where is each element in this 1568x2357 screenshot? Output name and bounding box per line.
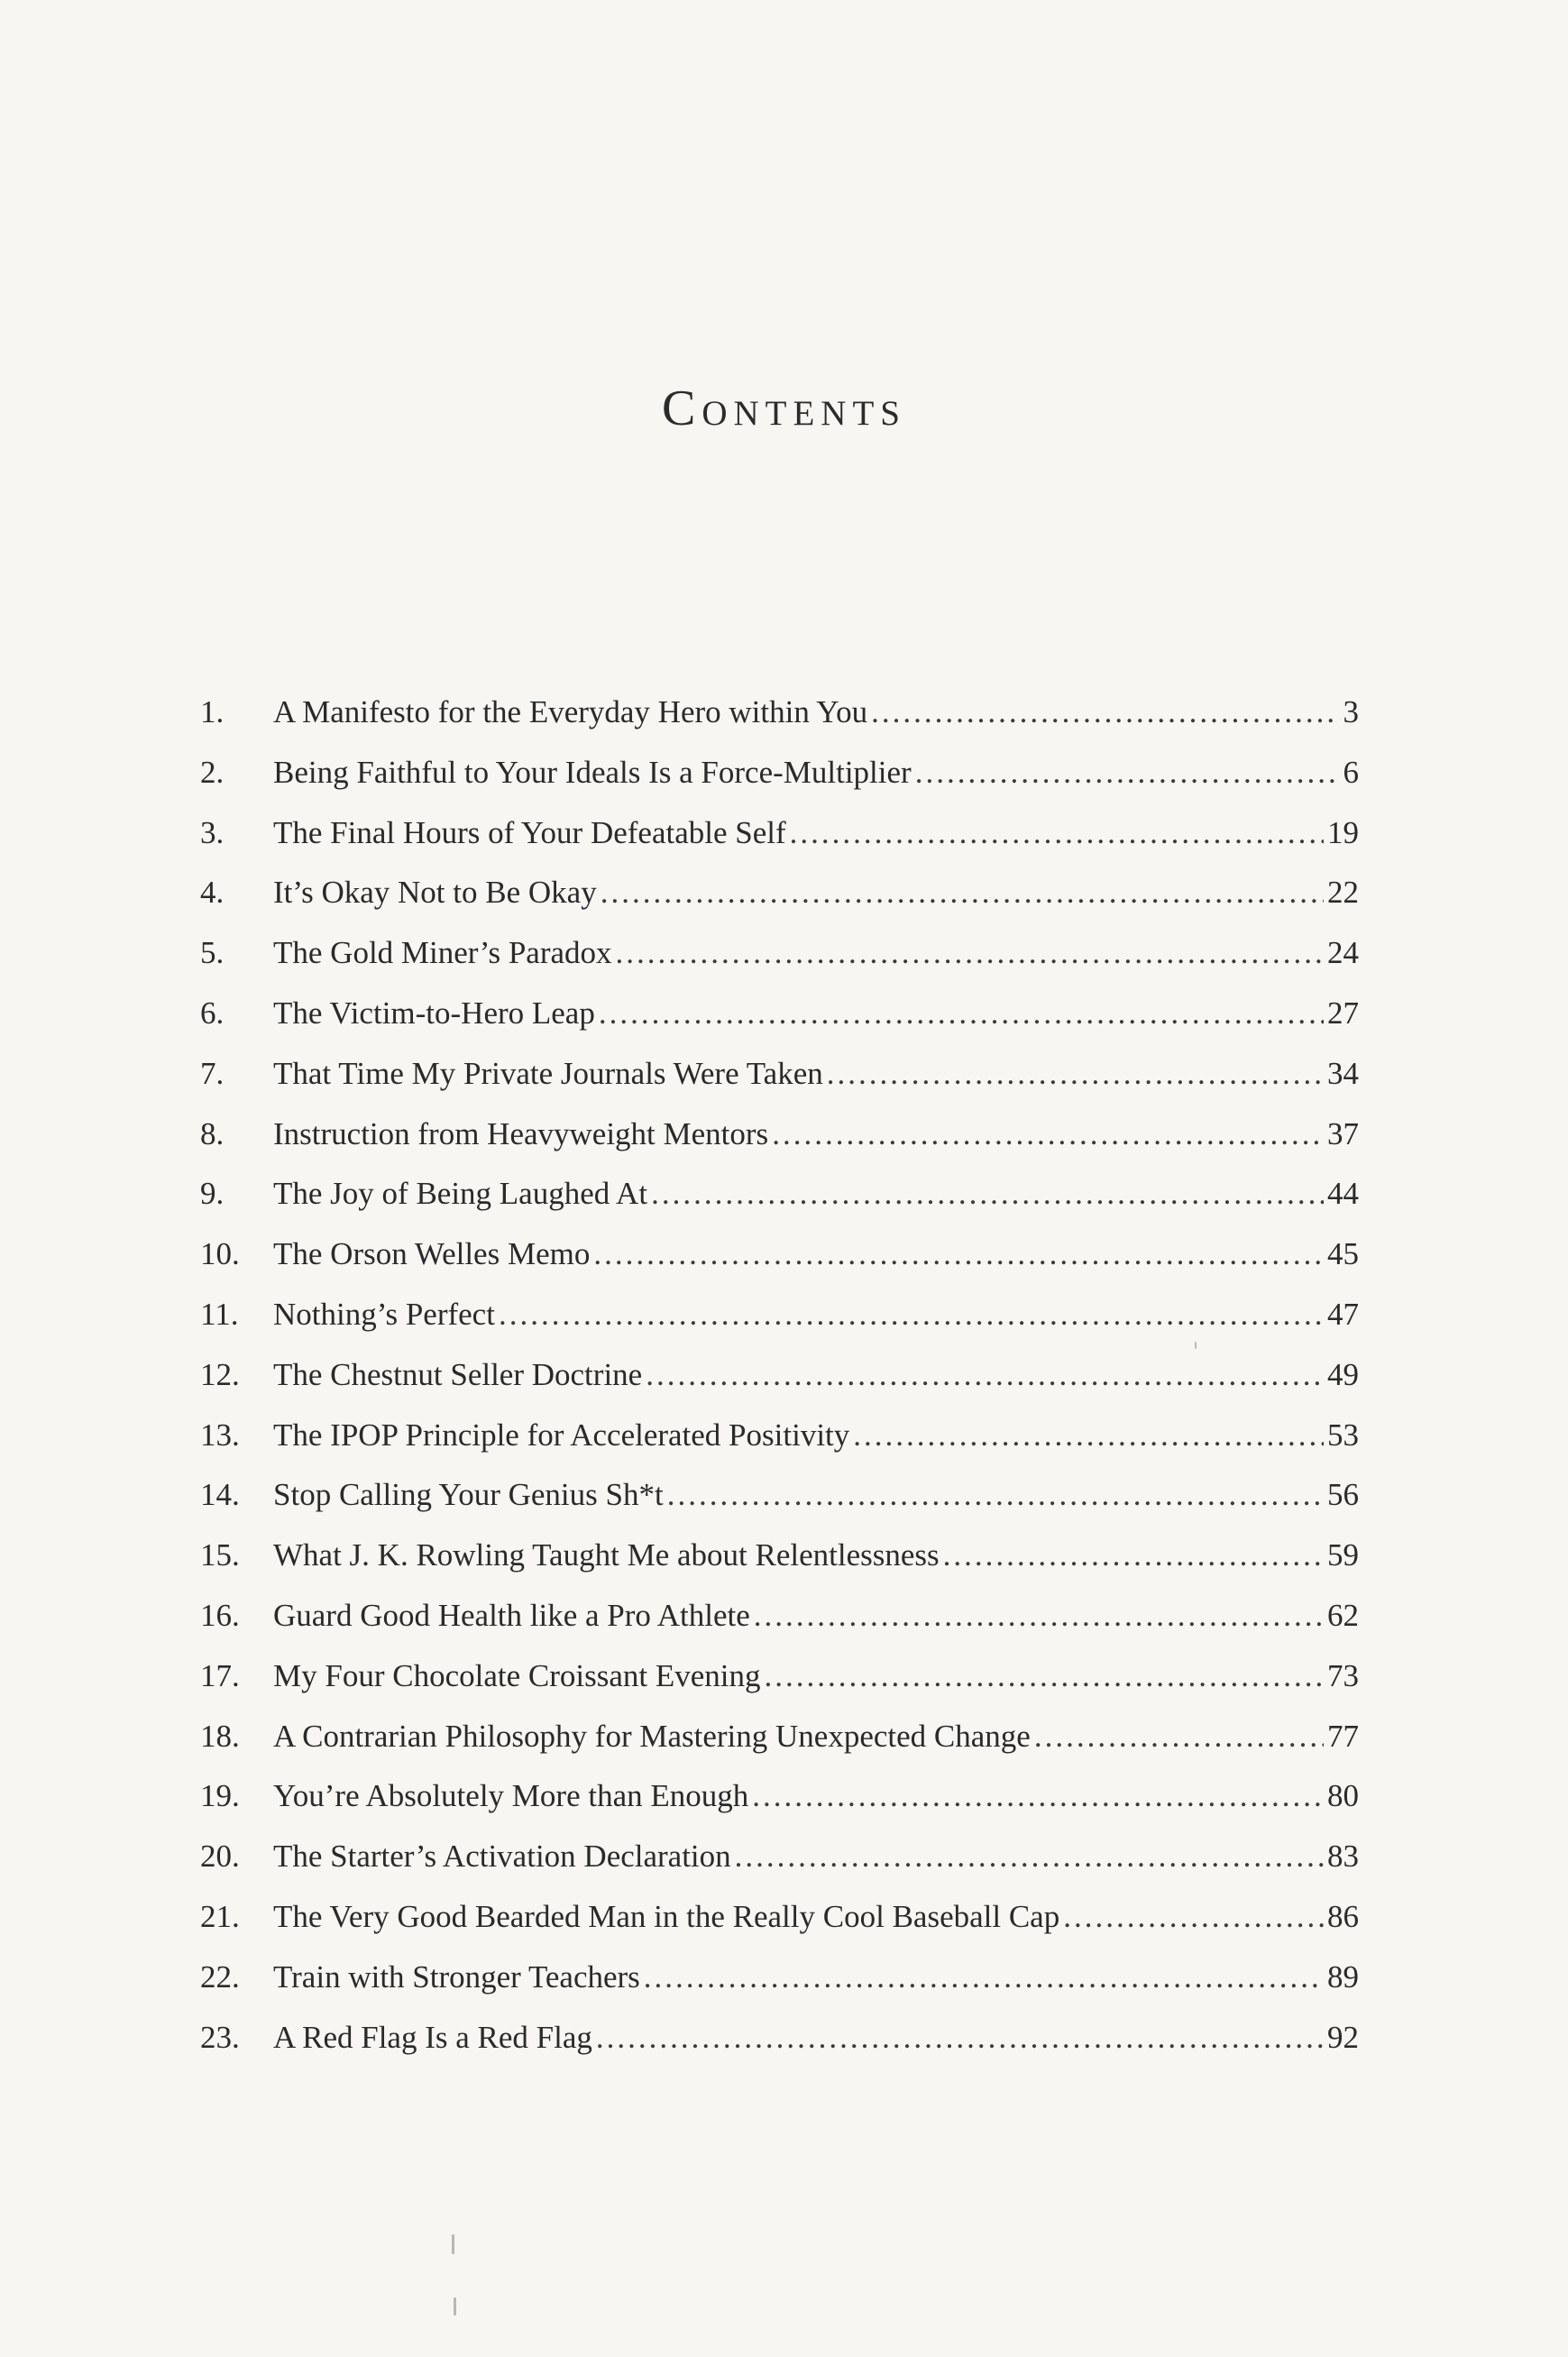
- entry-title: The Joy of Being Laughed At: [273, 1176, 648, 1212]
- dot-leader: [752, 1780, 1324, 1811]
- entry-title: The Chestnut Seller Doctrine: [273, 1356, 643, 1392]
- entry-number: 21.: [200, 1898, 240, 1934]
- dot-leader: [667, 1479, 1324, 1510]
- entry-title: What J. K. Rowling Taught Me about Relentlessness: [273, 1537, 940, 1573]
- entry-page-number: 80: [1327, 1778, 1359, 1814]
- entry-body: [273, 1115, 1359, 1151]
- entry-body: [273, 1597, 1359, 1633]
- toc-entry: [200, 1840, 1359, 1901]
- entry-title: The Very Good Bearded Man in the Really Cool Baseball Cap: [273, 1898, 1060, 1934]
- entry-page-number: 6: [1343, 754, 1359, 790]
- entry-page-number: 83: [1327, 1839, 1359, 1875]
- entry-page-number: 62: [1327, 1597, 1359, 1633]
- entry-body: [273, 1419, 1359, 1451]
- entry-title: A Contrarian Philosophy for Mastering Unexpected Change: [273, 1718, 1031, 1754]
- dot-leader: [1063, 1901, 1324, 1932]
- entry-title: You’re Absolutely More than Enough: [273, 1778, 749, 1814]
- scan-speck: [452, 2234, 454, 2254]
- entry-page-number: 59: [1327, 1537, 1359, 1573]
- entry-title: My Four Chocolate Croissant Evening: [273, 1657, 761, 1693]
- entry-body: [273, 1477, 1359, 1513]
- entry-page-number: 86: [1327, 1898, 1359, 1934]
- entry-title: Instruction from Heavyweight Mentors: [273, 1115, 769, 1151]
- entry-page-number: 24: [1327, 935, 1359, 971]
- entry-page-number: 56: [1327, 1477, 1359, 1513]
- toc-entry: [200, 2019, 1359, 2082]
- entry-number: 6.: [200, 995, 225, 1031]
- entry-body: [273, 875, 1359, 911]
- toc-entry: [200, 1597, 1359, 1660]
- entry-number: 12.: [200, 1356, 240, 1392]
- dot-leader: [915, 757, 1337, 788]
- entry-body: [273, 1298, 1359, 1330]
- entry-number: 11.: [200, 1296, 239, 1332]
- toc-entry: [200, 696, 1359, 757]
- entry-page-number: 45: [1327, 1236, 1359, 1272]
- toc-entry: [200, 1238, 1359, 1298]
- entry-number: 2.: [200, 754, 225, 790]
- entry-body: [273, 1238, 1359, 1270]
- toc-entry: [200, 814, 1359, 877]
- toc-entry: [200, 1657, 1359, 1720]
- entry-number: 16.: [200, 1597, 240, 1633]
- entry-body: [273, 935, 1359, 971]
- dot-leader: [853, 1419, 1324, 1451]
- entry-number: 20.: [200, 1839, 240, 1875]
- table-of-contents: [200, 696, 1359, 2081]
- dot-leader: [943, 1539, 1324, 1571]
- entry-number: 10.: [200, 1236, 240, 1272]
- dot-leader: [735, 1840, 1324, 1872]
- entry-body: [273, 814, 1359, 850]
- entry-page-number: 73: [1327, 1657, 1359, 1693]
- entry-title: A Manifesto for the Everyday Hero within You: [273, 694, 868, 729]
- scan-speck: [1195, 1342, 1197, 1349]
- dot-leader: [593, 1238, 1324, 1270]
- dot-leader: [754, 1600, 1324, 1631]
- entry-title: It’s Okay Not to Be Okay: [273, 875, 597, 911]
- dot-leader: [827, 1058, 1324, 1089]
- entry-page-number: 3: [1343, 694, 1359, 729]
- entry-title: Guard Good Health like a Pro Athlete: [273, 1597, 750, 1633]
- entry-body: [273, 1898, 1359, 1934]
- dot-leader: [644, 1961, 1324, 1993]
- entry-page-number: 27: [1327, 995, 1359, 1031]
- entry-number: 3.: [200, 814, 225, 850]
- entry-number: 7.: [200, 1055, 225, 1091]
- entry-title: Train with Stronger Teachers: [273, 1958, 640, 1995]
- toc-entry: [200, 1958, 1359, 2022]
- entry-page-number: 37: [1327, 1115, 1359, 1151]
- entry-title: Nothing’s Perfect: [273, 1296, 495, 1332]
- dot-leader: [871, 696, 1337, 728]
- entry-number: 9.: [200, 1176, 225, 1212]
- entry-body: [273, 1356, 1359, 1392]
- entry-body: [273, 1539, 1359, 1571]
- entry-page-number: 47: [1327, 1296, 1359, 1332]
- entry-title: The IPOP Principle for Accelerated Positivity: [273, 1417, 850, 1453]
- dot-leader: [646, 1359, 1324, 1390]
- entry-body: [273, 696, 1359, 728]
- dot-leader: [596, 2022, 1324, 2053]
- entry-number: 22.: [200, 1958, 240, 1995]
- entry-title: The Final Hours of Your Defeatable Self: [273, 814, 786, 850]
- dot-leader: [499, 1298, 1324, 1330]
- entry-body: [273, 1839, 1359, 1875]
- toc-entry: [200, 1720, 1359, 1781]
- entry-number: 1.: [200, 694, 225, 729]
- entry-number: 14.: [200, 1477, 240, 1513]
- dot-leader: [772, 1118, 1324, 1150]
- entry-title: A Red Flag Is a Red Flag: [273, 2019, 592, 2055]
- entry-title: Being Faithful to Your Ideals Is a Force-Multiplier: [273, 754, 912, 790]
- entry-body: [273, 1176, 1359, 1212]
- entry-number: 4.: [200, 875, 225, 911]
- dot-leader: [1034, 1720, 1324, 1752]
- toc-entry: [200, 1898, 1359, 1961]
- entry-title: That Time My Private Journals Were Taken: [273, 1055, 823, 1091]
- toc-entry: [200, 997, 1359, 1058]
- entry-body: [273, 754, 1359, 790]
- contents-heading: Contents: [661, 381, 906, 436]
- entry-page-number: 53: [1327, 1417, 1359, 1453]
- entry-number: 13.: [200, 1417, 240, 1453]
- entry-number: 19.: [200, 1778, 240, 1814]
- entry-body: [273, 1958, 1359, 1995]
- entry-number: 15.: [200, 1537, 240, 1573]
- entry-title: The Victim-to-Hero Leap: [273, 995, 595, 1031]
- entry-body: [273, 1778, 1359, 1814]
- entry-number: 18.: [200, 1718, 240, 1754]
- dot-leader: [601, 876, 1324, 908]
- toc-entry: [200, 1178, 1359, 1238]
- toc-entry: [200, 1115, 1359, 1178]
- dot-leader: [651, 1178, 1324, 1209]
- entry-body: [273, 1055, 1359, 1091]
- dot-leader: [790, 817, 1324, 848]
- entry-number: 8.: [200, 1115, 225, 1151]
- entry-number: 5.: [200, 935, 225, 971]
- scan-speck: [454, 2297, 456, 2316]
- entry-page-number: 19: [1327, 814, 1359, 850]
- entry-body: [273, 1657, 1359, 1693]
- toc-entry: [200, 1419, 1359, 1480]
- toc-entry: [200, 1479, 1359, 1539]
- entry-title: The Gold Miner’s Paradox: [273, 935, 612, 971]
- entry-page-number: 34: [1327, 1055, 1359, 1091]
- toc-entry: [200, 876, 1359, 937]
- entry-page-number: 77: [1327, 1718, 1359, 1754]
- entry-body: [273, 1720, 1359, 1752]
- dot-leader: [765, 1660, 1324, 1692]
- dot-leader: [616, 937, 1324, 968]
- entry-title: The Orson Welles Memo: [273, 1236, 591, 1272]
- entry-number: 23.: [200, 2019, 240, 2055]
- entry-title: The Starter’s Activation Declaration: [273, 1839, 731, 1875]
- entry-page-number: 49: [1327, 1356, 1359, 1392]
- entry-page-number: 92: [1327, 2019, 1359, 2055]
- entry-body: [273, 2019, 1359, 2055]
- entry-page-number: 22: [1327, 875, 1359, 911]
- entry-page-number: 89: [1327, 1958, 1359, 1995]
- toc-entry: [200, 1055, 1359, 1118]
- entry-number: 17.: [200, 1657, 240, 1693]
- entry-title: Stop Calling Your Genius Sh*t: [273, 1477, 664, 1513]
- entry-page-number: 44: [1327, 1176, 1359, 1212]
- toc-entry: [200, 937, 1359, 997]
- toc-entry: [200, 1539, 1359, 1600]
- toc-entry: [200, 754, 1359, 817]
- dot-leader: [599, 997, 1324, 1029]
- toc-entry: [200, 1356, 1359, 1419]
- toc-entry: [200, 1298, 1359, 1359]
- entry-body: [273, 997, 1359, 1029]
- toc-entry: [200, 1780, 1359, 1840]
